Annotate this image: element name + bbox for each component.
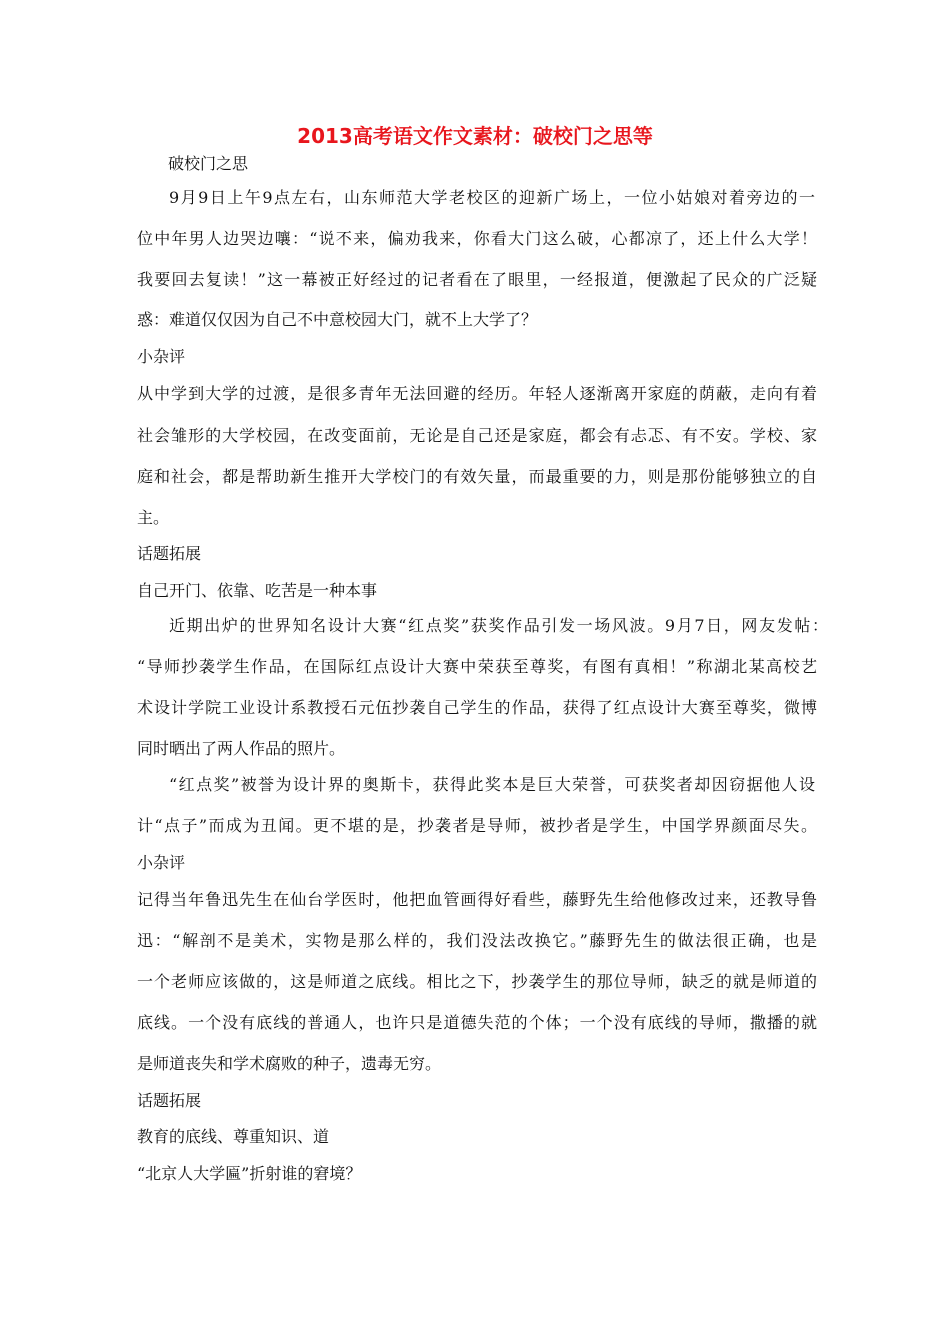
section-label: 话题拓展 xyxy=(137,1091,202,1110)
paragraph-line: 社会雏形的大学校园，在改变面前，无论是自己还是家庭，都会有忐忑、有不安。学校、家 xyxy=(137,426,817,445)
paragraph-line: 9月9日上午9点左右，山东师范大学老校区的迎新广场上，一位小姑娘对着旁边的一 xyxy=(169,188,815,207)
topic-line: 自己开门、依靠、吃苦是一种本事 xyxy=(137,581,378,600)
paragraph-line: 我要回去复读！”这一幕被正好经过的记者看在了眼里，一经报道，便激起了民众的广泛疑 xyxy=(137,270,817,289)
paragraph-line: 同时晒出了两人作品的照片。 xyxy=(137,739,346,758)
section-heading: “北京人大学匾”折射谁的窘境？ xyxy=(137,1164,362,1183)
document-title: 2013高考语文作文素材：破校门之思等 xyxy=(297,124,653,148)
section-label: 话题拓展 xyxy=(137,544,202,563)
paragraph-line: 惑：难道仅仅因为自己不中意校园大门，就不上大学了？ xyxy=(137,310,538,329)
paragraph-line: 术设计学院工业设计系教授石元伍抄袭自己学生的作品，获得了红点设计大赛至尊奖，微博 xyxy=(137,698,817,717)
paragraph-line: 是师道丧失和学术腐败的种子，遗毒无穷。 xyxy=(137,1054,442,1073)
section-heading: 破校门之思 xyxy=(168,154,249,173)
paragraph-line: 计“点子”而成为丑闻。更不堪的是，抄袭者是导师，被抄者是学生，中国学界颜面尽失。 xyxy=(137,816,817,835)
paragraph-line: 记得当年鲁迅先生在仙台学医时，他把血管画得好看些，藤野先生给他修改过来，还教导鲁 xyxy=(137,890,817,909)
paragraph-line: “红点奖”被誉为设计界的奥斯卡，获得此奖本是巨大荣誉，可获奖者却因窃据他人设 xyxy=(169,775,815,794)
topic-line: 教育的底线、尊重知识、道 xyxy=(137,1127,330,1146)
paragraph-line: 近期出炉的世界知名设计大赛“红点奖”获奖作品引发一场风波。9月7日，网友发帖： xyxy=(169,616,828,635)
section-label: 小杂评 xyxy=(137,853,186,872)
paragraph-line: 位中年男人边哭边嚷：“说不来，偏劝我来，你看大门这么破，心都凉了，还上什么大学！ xyxy=(137,229,817,248)
paragraph-line: 底线。一个没有底线的普通人，也许只是道德失范的个体；一个没有底线的导师，撒播的就 xyxy=(137,1013,817,1032)
paragraph-line: 从中学到大学的过渡，是很多青年无法回避的经历。年轻人逐渐离开家庭的荫蔽，走向有着 xyxy=(137,384,817,403)
section-label: 小杂评 xyxy=(137,347,186,366)
paragraph-line: 主。 xyxy=(137,508,170,527)
paragraph-line: “导师抄袭学生作品，在国际红点设计大赛中荣获至尊奖，有图有真相！”称湖北某高校艺 xyxy=(137,657,817,676)
paragraph-line: 庭和社会，都是帮助新生推开大学校门的有效矢量，而最重要的力，则是那份能够独立的自 xyxy=(137,467,817,486)
paragraph-line: 一个老师应该做的，这是师道之底线。相比之下，抄袭学生的那位导师，缺乏的就是师道的 xyxy=(137,972,817,991)
paragraph-line: 迅：“解剖不是美术，实物是那么样的，我们没法改换它。”藤野先生的做法很正确，也是 xyxy=(137,931,817,950)
